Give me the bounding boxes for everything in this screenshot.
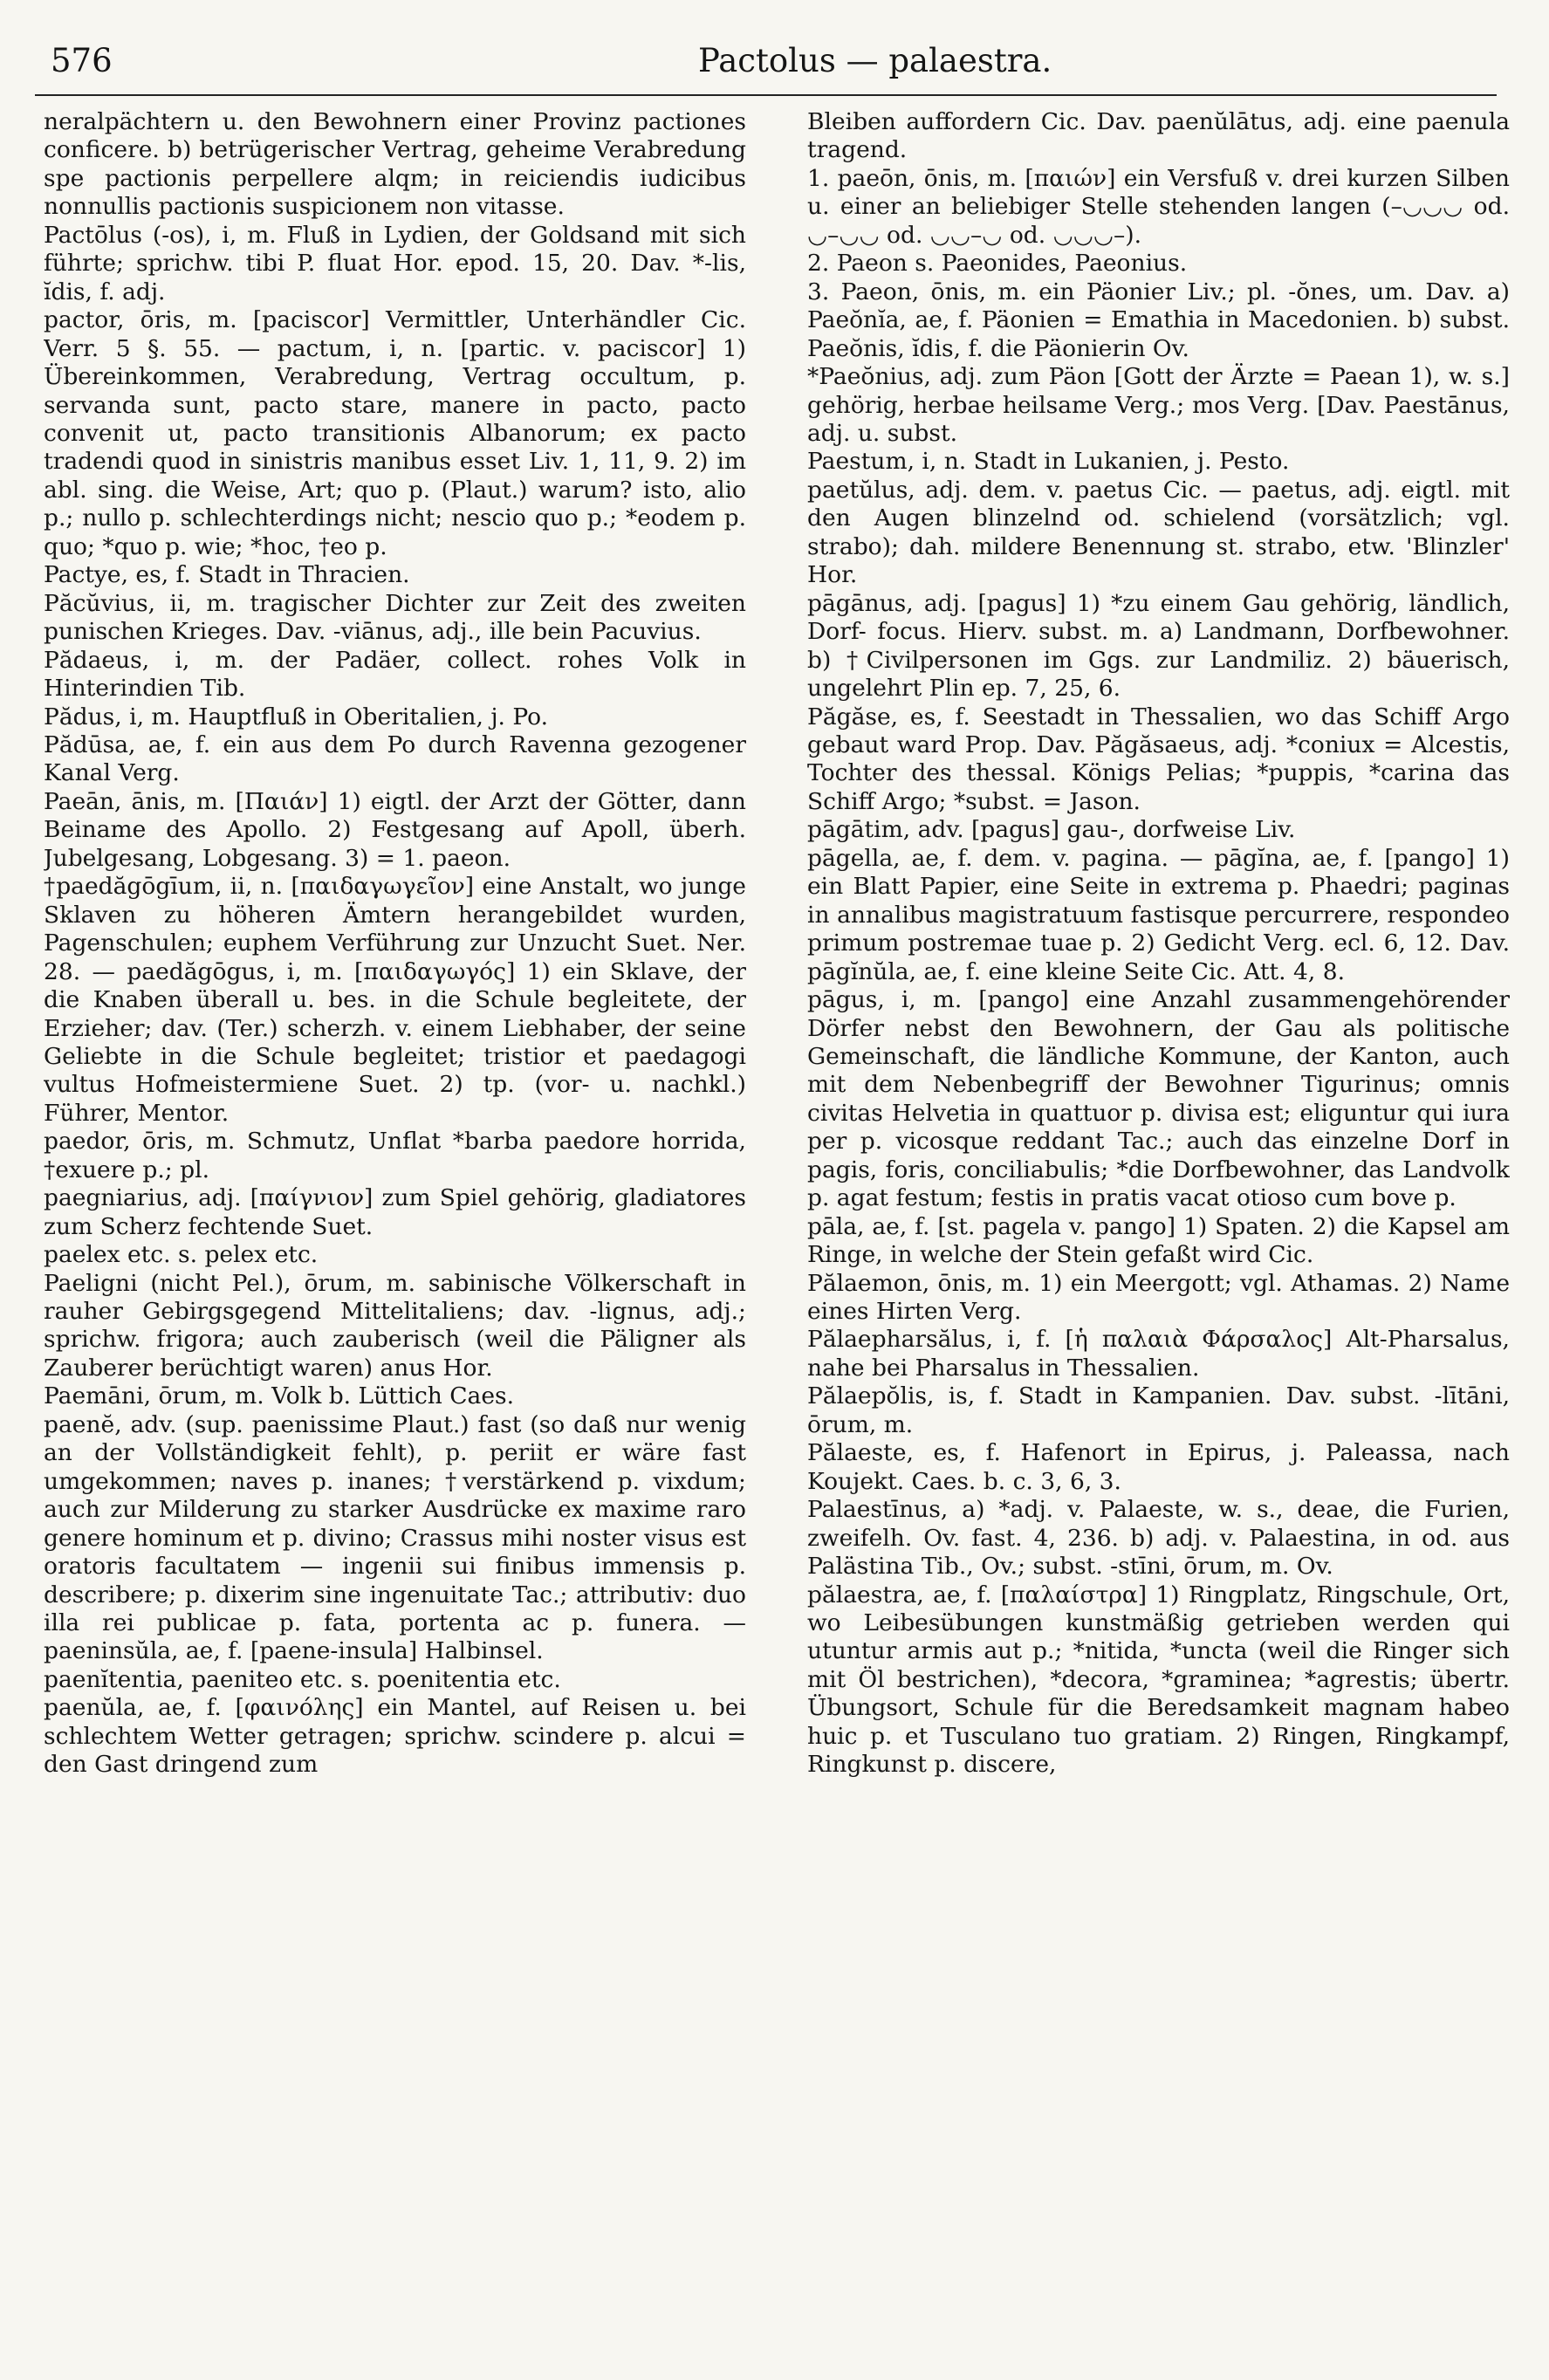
dictionary-entry: paenĭtentia, paeniteo etc. s. poenitentia etc. — [44, 1665, 561, 1693]
dictionary-entry: Pălaepŏlis, is, f. Stadt in Kampanien. Dav. subst. -lītāni, ōrum, m. — [807, 1382, 1510, 1438]
dictionary-entry: pălaestra, ae, f. [παλαίστρα] 1) Ringplatz, Ringschule, Ort, wo Leibesübungen kunstmäßig getrieben werden qui utuntur armis aut p.; *nitida, *uncta (weil die Ringer sich mit Öl bestrichen), *decora, *graminea; *agrestis; übertr. Übungsort, Schule für die Beredsamkeit magnam habeo huic p. et Tusculano tuo gratiam. 2) Ringen, Ringkampf, Ringkunst p. discere, — [807, 1581, 1510, 1779]
header-rule — [35, 94, 1497, 96]
dictionary-entry: Bleiben auffordern Cic. Dav. paenŭlātus, adj. eine paenula tragend. — [807, 108, 1510, 164]
dictionary-entry: *Paeŏnius, adj. zum Päon [Gott der Ärzte = Paean 1), w. s.] gehörig, herbae heilsame Verg.; mos Verg. [Dav. Paestānus, adj. u. subst. — [807, 363, 1510, 447]
dictionary-entry: Palaestīnus, a) *adj. v. Palaeste, w. s., deae, die Furien, zweifelh. Ov. fast. 4, 236. b) adj. v. Palaestina, in od. aus Palästina Tib., Ov.; subst. -stīni, ōrum, m. Ov. — [807, 1496, 1510, 1581]
dictionary-entry: Pactōlus (-os), i, m. Fluß in Lydien, der Goldsand mit sich führte; sprichw. tibi P. fluat Hor. epod. 15, 20. Dav. *-lis, ĭdis, f. adj. — [44, 221, 746, 305]
dictionary-entry: Păgăse, es, f. Seestadt in Thessalien, wo das Schiff Argo gebaut ward Prop. Dav. Păgăsaeus, adj. *coniux = Alcestis, Tochter des thessal. Königs Pelias; *puppis, *carina das Schiff Argo; *subst. = Jason. — [807, 703, 1510, 815]
dictionary-entry: Paestum, i, n. Stadt in Lukanien, j. Pesto. — [807, 448, 1290, 476]
dictionary-entry: Pădus, i, m. Hauptfluß in Oberitalien, j. Po. — [44, 703, 549, 730]
dictionary-entry: Pălaeste, es, f. Hafenort in Epirus, j. Paleassa, nach Koujekt. Caes. b. c. 3, 6, 3. — [807, 1439, 1510, 1495]
dictionary-entry: Paeān, ānis, m. [Παιάν] 1) eigtl. der Arzt der Götter, dann Beiname des Apollo. 2) Festgesang auf Apoll, überh. Jubelgesang, Lobgesang. 3) = 1. paeon. — [44, 787, 746, 872]
dictionary-entry: 2. Paeon s. Paeonides, Paeonius. — [807, 250, 1188, 278]
page-header — [35, 42, 1497, 94]
running-title: Pactolus — palaestra. — [698, 42, 1052, 79]
dictionary-entry: paegniarius, adj. [παίγνιον] zum Spiel gehörig, gladiatores zum Scherz fechtende Suet. — [44, 1184, 746, 1240]
dictionary-entry: Pălaemon, ōnis, m. 1) ein Meergott; vgl. Athamas. 2) Name eines Hirten Verg. — [807, 1269, 1510, 1326]
dictionary-entry: pāgus, i, m. [pango] eine Anzahl zusammengehörender Dörfer nebst den Bewohnern, der Gau als politische Gemeinschaft, die ländliche Kommune, der Kanton, auch mit dem Nebenbegriff der Bewohner Tigurinus; omnis civitas Helvetia in quattuor p. divisa est; eliguntur qui iura per p. vicosque reddant Tac.; auch das einzelne Dorf in pagis, foris, conciliabulis; *die Dorfbewohner, das Landvolk p. agat festum; festis in pratis vacat otioso cum bove p. — [807, 986, 1510, 1212]
dictionary-entry: Paeligni (nicht Pel.), ōrum, m. sabinische Völkerschaft in rauher Gebirgsgegend Mittelitaliens; dav. -lignus, adj.; sprichw. frigora; auch zauberisch (weil die Päligner als Zauberer berüchtigt waren) anus Hor. — [44, 1269, 746, 1382]
dictionary-entry: pāgella, ae, f. dem. v. pagina. — pāgĭna, ae, f. [pango] 1) ein Blatt Papier, eine Seite in extrema p. Phaedri; paginas in annalibus magistratuum fastisque percurrere, respondeo primum postremae tuae p. 2) Gedicht Verg. ecl. 6, 12. Dav. pāgĭnŭla, ae, f. eine kleine Seite Cic. Att. 4, 8. — [807, 844, 1510, 985]
dictionary-entry: †paedăgōgīum, ii, n. [παιδαγωγεῖον] eine Anstalt, wo junge Sklaven zu höheren Ämtern herangebildet wurden, Pagenschulen; euphem Verführung zur Unzucht Suet. Ner. 28. — paedăgōgus, i, m. [παιδαγωγός] 1) ein Sklave, der die Knaben überall u. bes. in die Schule begleitete, der Erzieher; dav. (Ter.) scherzh. v. einem Liebhaber, der seine Geliebte in die Schule begleitet; tristior et paedagogi vultus Hofmeistermiene Suet. 2) tp. (vor- u. nachkl.) Führer, Mentor. — [44, 873, 746, 1127]
right-column — [807, 108, 1510, 2360]
dictionary-entry: pāgānus, adj. [pagus] 1) *zu einem Gau gehörig, ländlich, Dorf- focus. Hierv. subst. m. a) Landmann, Dorfbewohner. b) †Civilpersonen im Ggs. zur Landmiliz. 2) bäuerisch, ungelehrt Plin ep. 7, 25, 6. — [807, 589, 1510, 703]
dictionary-entry: paenŭla, ae, f. [φαινόλης] ein Mantel, auf Reisen u. bei schlechtem Wetter getragen; sprichw. scindere p. alcui = den Gast dringend zum — [44, 1694, 746, 1779]
dictionary-entry: paenĕ, adv. (sup. paenissime Plaut.) fast (so daß nur wenig an der Vollständigkeit fehlt), p. periit er wäre fast umgekommen; naves p. inanes; †verstärkend p. vixdum; auch zur Milderung zu starker Ausdrücke ex maxime raro genere hominum et p. divino; Crassus mihi noster visus est oratoris facultatem — ingenii sui finibus immensis p. describere; p. dixerim sine ingenuitate Tac.; attributiv: duo illa rei publicae p. fata, portenta ac p. funera. — paeninsŭla, ae, f. [paene-insula] Halbinsel. — [44, 1410, 746, 1665]
dictionary-entry: Pactye, es, f. Stadt in Thracien. — [44, 561, 410, 589]
page-number: 576 — [51, 42, 113, 79]
dictionary-entry: Pălaepharsălus, i, f. [ἡ παλαιὰ Φάρσαλος] Alt-Pharsalus, nahe bei Pharsalus in Thessalien. — [807, 1326, 1510, 1382]
dictionary-entry: 3. Paeon, ōnis, m. ein Päonier Liv.; pl. -ŏnes, um. Dav. a) Paeŏnĭa, ae, f. Päonien = Emathia in Macedonien. b) subst. Paeŏnis, ĭdis, f. die Päonierin Ov. — [807, 278, 1510, 362]
dictionary-entry: pactor, ōris, m. [paciscor] Vermittler, Unterhändler Cic. Verr. 5 §. 55. — pactum, i, n. [partic. v. paciscor] 1) Übereinkommen, Verabredung, Vertrag occultum, p. servanda sunt, pacto stare, manere in pacto, pacto convenit ut, pacto transitionis Albanorum; ex pacto tradendi quod in sinistris manibus esset Liv. 1, 11, 9. 2) im abl. sing. die Weise, Art; quo p. (Plaut.) warum? isto, alio p.; nullo p. schlechterdings nicht; nescio quo p.; *eodem p. quo; *quo p. wie; *hoc, †eo p. — [44, 306, 746, 560]
dictionary-entry: paelex etc. s. pelex etc. — [44, 1241, 319, 1269]
dictionary-entry: pāgātim, adv. [pagus] gau-, dorfweise Liv. — [807, 816, 1296, 844]
dictionary-entry: Paemāni, ōrum, m. Volk b. Lüttich Caes. — [44, 1382, 515, 1410]
dictionary-entry: paedor, ōris, m. Schmutz, Unflat *barba paedore horrida, †exuere p.; pl. — [44, 1128, 746, 1183]
dictionary-entry: 1. paeōn, ōnis, m. [παιών] ein Versfuß v. drei kurzen Silben u. einer an beliebiger Stelle stehenden langen (–◡◡◡ od. ◡–◡◡ od. ◡◡–◡ od. ◡◡◡–). — [807, 164, 1510, 249]
dictionary-entry: Pădaeus, i, m. der Padäer, collect. rohes Volk in Hinterindien Tib. — [44, 646, 746, 703]
dictionary-entry: pāla, ae, f. [st. pagela v. pango] 1) Spaten. 2) die Kapsel am Ringe, in welche der Stein gefaßt wird Cic. — [807, 1212, 1510, 1269]
dictionary-entry: paetŭlus, adj. dem. v. paetus Cic. — paetus, adj. eigtl. mit den Augen blinzelnd od. schielend (vorsätzlich; vgl. strabo); dah. mildere Benennung st. strabo, etw. 'Blinzler' Hor. — [807, 476, 1510, 589]
dictionary-entry: Păcŭvius, ii, m. tragischer Dichter zur Zeit des zweiten punischen Krieges. Dav. -viānus, adj., ille bein Pacuvius. — [44, 589, 746, 646]
dictionary-entry: neralpächtern u. den Bewohnern einer Provinz pactiones conficere. b) betrügerischer Vertrag, geheime Verabredung spe pactionis perpellere alqm; in reiciendis iudicibus nonnullis pactionis suspicionem non vitasse. — [44, 108, 746, 221]
left-column — [44, 108, 746, 2360]
dictionary-entry: Pădūsa, ae, f. ein aus dem Po durch Ravenna gezogener Kanal Verg. — [44, 730, 746, 787]
